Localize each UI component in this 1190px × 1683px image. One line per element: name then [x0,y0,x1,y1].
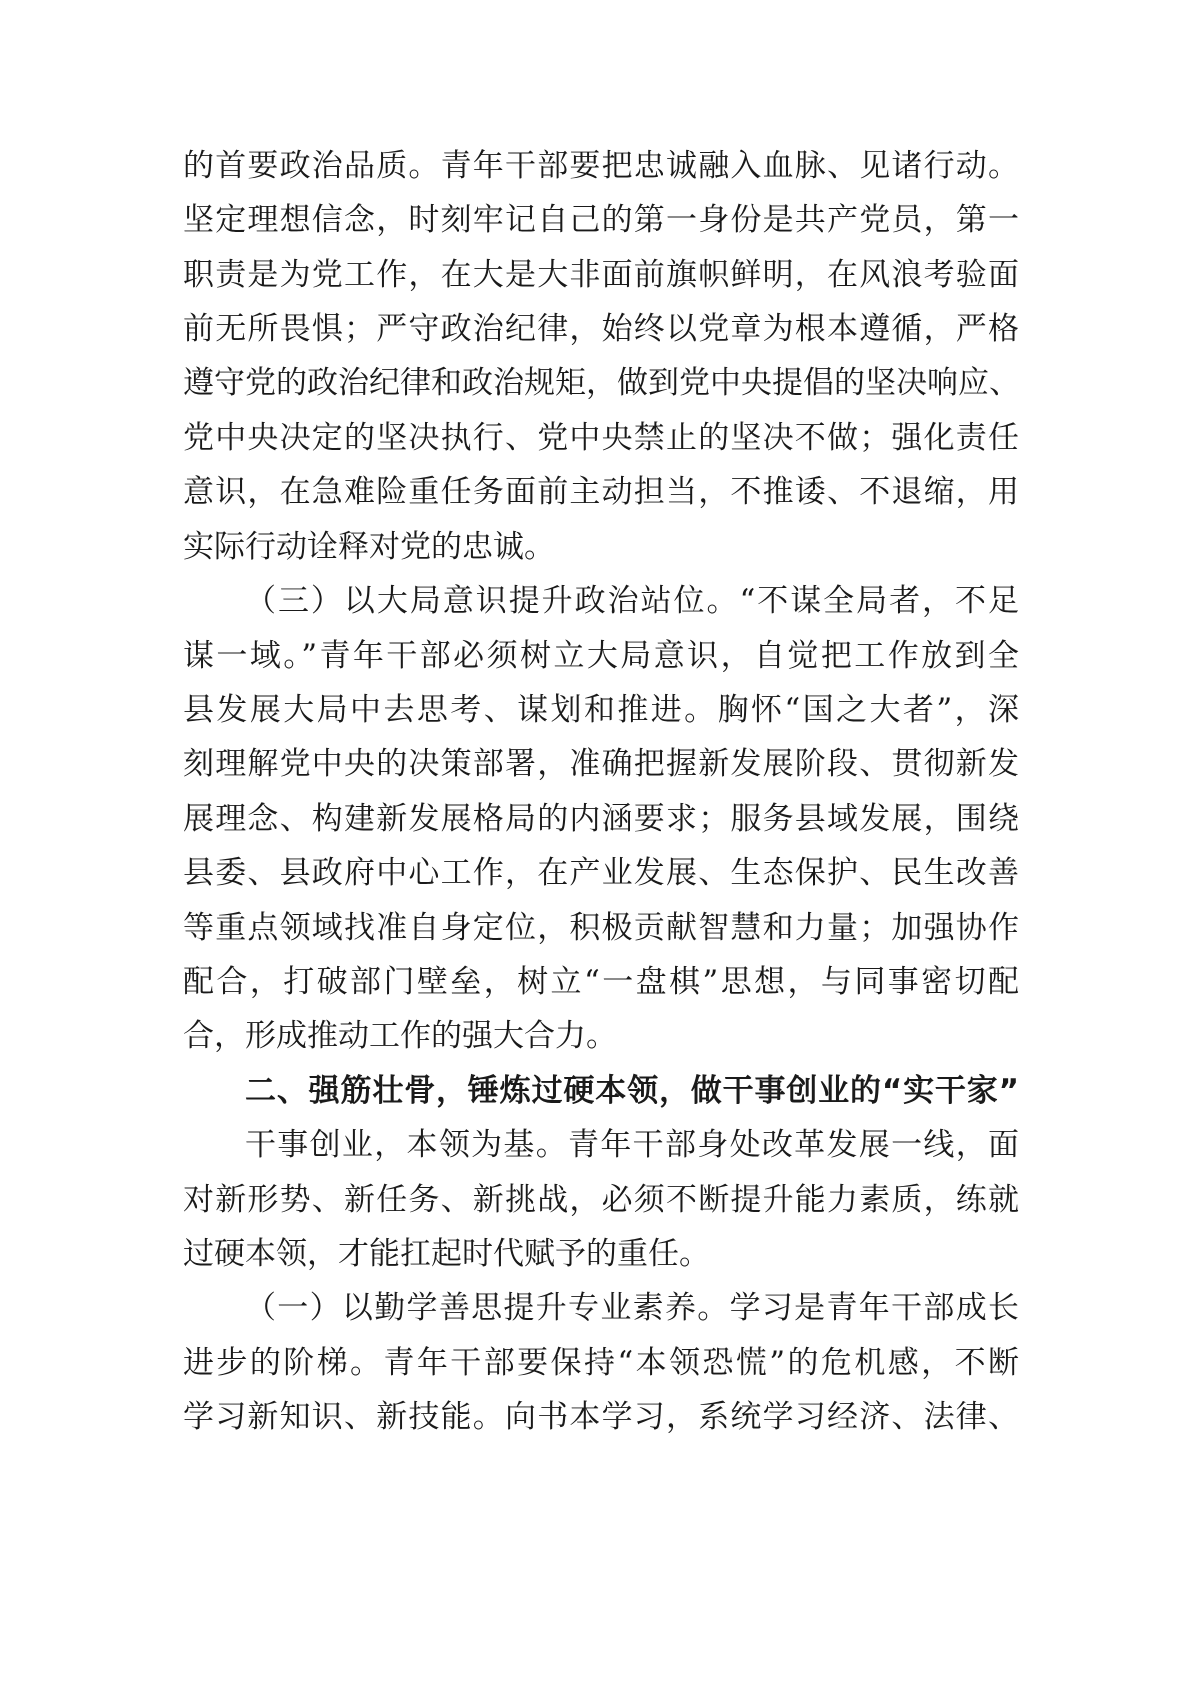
text-line: 党中央决定的坚决执行、党中央禁止的坚决不做；强化责任 [183,420,1019,456]
text-line: 坚定理想信念，时刻牢记自己的第一身份是共产党员，第一 [183,202,1019,238]
text-line: 实际行动诠释对党的忠诚。 [183,529,555,565]
text-line: 职责是为党工作，在大是大非面前旗帜鲜明，在风浪考验面 [183,257,1019,293]
text-line: 谋一域。”青年干部必须树立大局意识，自觉把工作放到全 [183,638,1019,674]
text-line: 县发展大局中去思考、谋划和推进。胸怀“国之大者”，深 [183,692,1019,728]
text-line: 遵守党的政治纪律和政治规矩，做到党中央提倡的坚决响应、 [183,365,1020,401]
text-line: 展理念、构建新发展格局的内涵要求；服务县域发展，围绕 [183,801,1019,837]
section-heading: 二、强筋壮骨，锤炼过硬本领，做干事创业的“实干家” [245,1073,1019,1109]
subheading-line: （三）以大局意识提升政治站位。“不谋全局者，不足 [245,583,1019,619]
text-line: 县委、县政府中心工作，在产业发展、生态保护、民生改善 [183,855,1019,891]
text-line: 学习新知识、新技能。向书本学习，系统学习经济、法律、 [183,1399,1019,1435]
text-line: 过硬本领，才能扛起时代赋予的重任。 [183,1236,710,1272]
subheading-line: （一）以勤学善思提升专业素养。学习是青年干部成长 [245,1290,1019,1326]
text-line: 意识，在急难险重任务面前主动担当，不推诿、不退缩，用 [183,474,1019,510]
text-line: 干事创业，本领为基。青年干部身处改革发展一线，面 [245,1127,1019,1163]
text-line: 进步的阶梯。青年干部要保持“本领恐慌”的危机感，不断 [183,1345,1019,1381]
text-line: 的首要政治品质。青年干部要把忠诚融入血脉、见诸行动。 [183,148,1019,184]
text-line: 合，形成推动工作的强大合力。 [183,1018,617,1054]
text-line: 对新形势、新任务、新挑战，必须不断提升能力素质，练就 [183,1182,1019,1218]
text-line: 前无所畏惧；严守政治纪律，始终以党章为根本遵循，严格 [183,311,1019,347]
text-line: 配合，打破部门壁垒，树立“一盘棋”思想，与同事密切配 [183,964,1019,1000]
text-line: 刻理解党中央的决策部署，准确把握新发展阶段、贯彻新发 [183,746,1019,782]
text-line: 等重点领域找准自身定位，积极贡献智慧和力量；加强协作 [183,910,1019,946]
